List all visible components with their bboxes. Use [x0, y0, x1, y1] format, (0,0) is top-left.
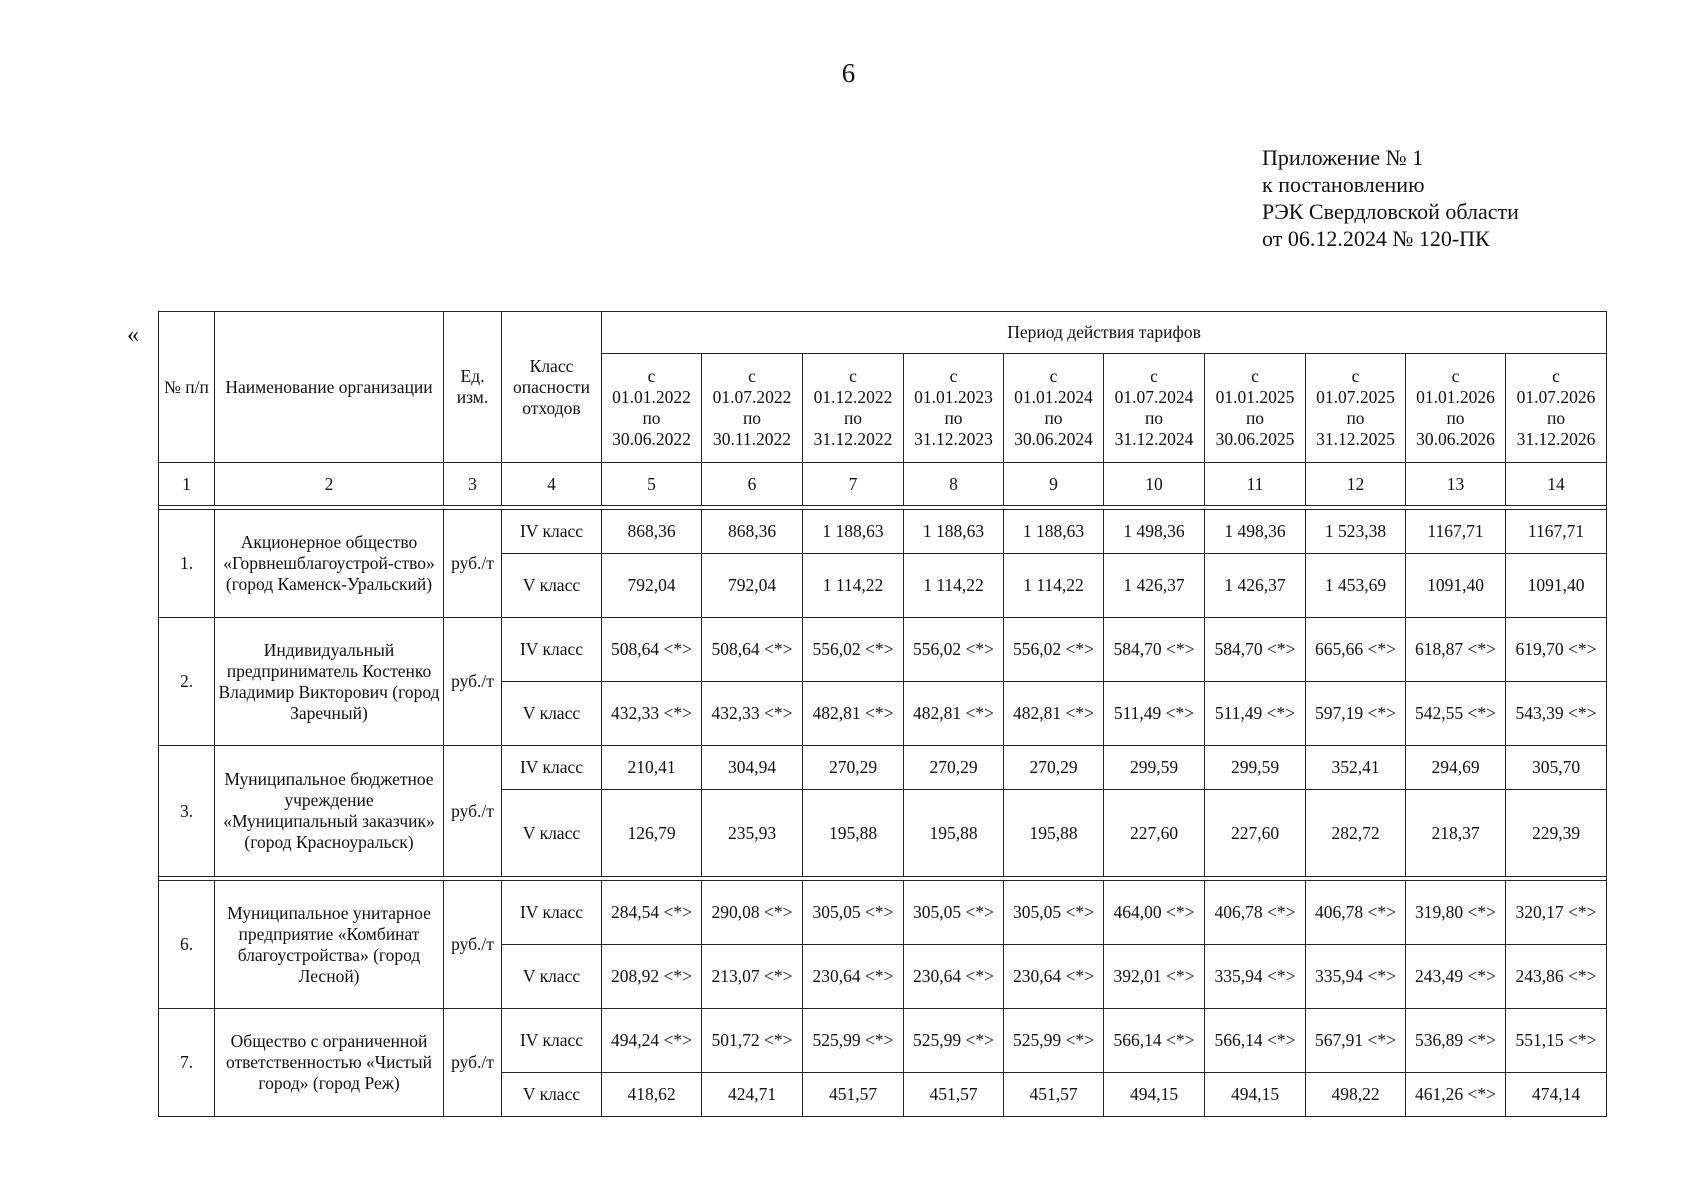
- tariff-value: 195,88: [904, 790, 1004, 877]
- tariff-value: 556,02 <*>: [803, 618, 904, 682]
- hazard-class-cell: IV класс: [502, 618, 602, 682]
- tariff-value: 1167,71: [1506, 510, 1607, 554]
- column-number: 12: [1306, 463, 1406, 506]
- period-from: с: [1451, 366, 1460, 386]
- tariff-value: 432,33 <*>: [602, 682, 702, 746]
- tariff-value: 451,57: [904, 1073, 1004, 1117]
- period-end: 31.12.2026: [1516, 429, 1596, 449]
- period-to: по: [1346, 408, 1365, 428]
- tariff-value: 284,54 <*>: [602, 881, 702, 945]
- hazard-class-cell: IV класс: [502, 881, 602, 945]
- column-number: 14: [1506, 463, 1607, 506]
- tariff-value: 461,26 <*>: [1406, 1073, 1506, 1117]
- appendix-line: РЭК Свердловской области: [1262, 199, 1519, 224]
- tariff-value: 1 188,63: [904, 510, 1004, 554]
- period-start: 01.07.2024: [1114, 387, 1194, 407]
- period-start: 01.12.2022: [813, 387, 893, 407]
- tariff-value: 418,62: [602, 1073, 702, 1117]
- tariff-value: 305,70: [1506, 746, 1607, 790]
- header-period-title: Период действия тарифов: [602, 312, 1607, 354]
- tariff-value: 432,33 <*>: [702, 682, 803, 746]
- header-period-4: [904, 354, 1004, 463]
- tariff-value: 305,05 <*>: [1004, 881, 1104, 945]
- tariff-table: [158, 311, 1607, 1117]
- hazard-class-cell: V класс: [502, 790, 602, 877]
- tariff-value: 195,88: [803, 790, 904, 877]
- tariff-value: 494,15: [1104, 1073, 1205, 1117]
- tariff-value: 1 114,22: [904, 554, 1004, 618]
- table-row: [159, 881, 1607, 945]
- column-number: 5: [602, 463, 702, 506]
- org-name: Общество с ограниченной ответственностью «Чистый город» (город Реж): [215, 1009, 444, 1117]
- column-number: 9: [1004, 463, 1104, 506]
- tariff-value: 597,19 <*>: [1306, 682, 1406, 746]
- period-from: с: [1049, 366, 1058, 386]
- period-end: 30.06.2026: [1416, 429, 1495, 449]
- header-period-9: [1406, 354, 1506, 463]
- hazard-class-cell: IV класс: [502, 510, 602, 554]
- tariff-value: 235,93: [702, 790, 803, 877]
- header-period-2: [702, 354, 803, 463]
- hazard-class-cell: IV класс: [502, 1009, 602, 1073]
- period-to: по: [742, 408, 762, 428]
- period-start: 01.07.2025: [1316, 387, 1395, 407]
- period-end: 31.12.2023: [914, 429, 993, 449]
- tariff-value: 227,60: [1205, 790, 1306, 877]
- header-org-name: Наименование организации: [215, 312, 444, 463]
- hazard-class-cell: V класс: [502, 682, 602, 746]
- tariff-value: 299,59: [1104, 746, 1205, 790]
- unit-cell: руб./т: [444, 746, 502, 877]
- appendix-line: к постановлению: [1262, 172, 1425, 197]
- tariff-value: 290,08 <*>: [702, 881, 803, 945]
- org-number: 6.: [159, 881, 215, 1009]
- tariff-value: 230,64 <*>: [803, 945, 904, 1009]
- tariff-value: 218,37: [1406, 790, 1506, 877]
- tariff-value: 868,36: [602, 510, 702, 554]
- tariff-value: 501,72 <*>: [702, 1009, 803, 1073]
- tariff-value: 1 453,69: [1306, 554, 1406, 618]
- org-name: Индивидуальный предприниматель Костенко Владимир Викторович (город Заречный): [215, 618, 444, 746]
- hazard-class-cell: V класс: [502, 554, 602, 618]
- tariff-value: 474,14: [1506, 1073, 1607, 1117]
- header-period-5: [1004, 354, 1104, 463]
- period-end: 31.12.2022: [813, 429, 893, 449]
- tariff-value: 482,81 <*>: [904, 682, 1004, 746]
- period-to: по: [1044, 408, 1063, 428]
- tariff-value: 566,14 <*>: [1205, 1009, 1306, 1073]
- tariff-value: 320,17 <*>: [1506, 881, 1607, 945]
- tariff-value: 335,94 <*>: [1306, 945, 1406, 1009]
- tariff-value: 213,07 <*>: [702, 945, 803, 1009]
- period-end: 31.12.2025: [1316, 429, 1395, 449]
- hazard-class-cell: V класс: [502, 1073, 602, 1117]
- tariff-value: 868,36: [702, 510, 803, 554]
- header-unit: Ед. изм.: [444, 312, 502, 463]
- period-from: с: [1552, 366, 1560, 386]
- unit-cell: руб./т: [444, 618, 502, 746]
- period-start: 01.01.2026: [1416, 387, 1495, 407]
- tariff-value: 525,99 <*>: [904, 1009, 1004, 1073]
- tariff-value: 305,05 <*>: [904, 881, 1004, 945]
- tariff-value: 482,81 <*>: [803, 682, 904, 746]
- header-period-3: [803, 354, 904, 463]
- tariff-value: 1 426,37: [1104, 554, 1205, 618]
- tariff-value: 1091,40: [1406, 554, 1506, 618]
- tariff-value: 542,55 <*>: [1406, 682, 1506, 746]
- period-from: с: [1150, 366, 1158, 386]
- tariff-value: 584,70 <*>: [1104, 618, 1205, 682]
- period-from: с: [748, 366, 756, 386]
- tariff-value: 270,29: [904, 746, 1004, 790]
- table-row: [159, 510, 1607, 554]
- column-number: 4: [502, 463, 602, 506]
- header-period-1: [602, 354, 702, 463]
- tariff-value: 543,39 <*>: [1506, 682, 1607, 746]
- period-from: с: [647, 366, 656, 386]
- tariff-value: 299,59: [1205, 746, 1306, 790]
- tariff-value: 1 114,22: [1004, 554, 1104, 618]
- tariff-value: 1 498,36: [1205, 510, 1306, 554]
- tariff-value: 392,01 <*>: [1104, 945, 1205, 1009]
- column-number: 6: [702, 463, 803, 506]
- appendix-line: от 06.12.2024 № 120-ПК: [1262, 226, 1490, 251]
- tariff-value: 243,49 <*>: [1406, 945, 1506, 1009]
- period-to: по: [1144, 408, 1164, 428]
- period-start: 01.07.2026: [1516, 387, 1596, 407]
- table-row: [159, 618, 1607, 682]
- tariff-value: 352,41: [1306, 746, 1406, 790]
- org-name: Акционерное общество «Горвнешблагоустрой-ство» (город Каменск-Уральский): [215, 510, 444, 618]
- tariff-value: 126,79: [602, 790, 702, 877]
- header-period-8: [1306, 354, 1406, 463]
- tariff-value: 1 498,36: [1104, 510, 1205, 554]
- org-number: 2.: [159, 618, 215, 746]
- tariff-value: 195,88: [1004, 790, 1104, 877]
- period-end: 30.06.2025: [1215, 429, 1295, 449]
- tariff-value: 210,41: [602, 746, 702, 790]
- page-number: 6: [841, 58, 856, 88]
- table-row: [159, 1009, 1607, 1073]
- hazard-class-cell: V класс: [502, 945, 602, 1009]
- tariff-value: 792,04: [602, 554, 702, 618]
- period-start: 01.01.2024: [1014, 387, 1093, 407]
- tariff-value: 335,94 <*>: [1205, 945, 1306, 1009]
- opening-quote: «: [127, 322, 139, 348]
- period-start: 01.01.2023: [914, 387, 993, 407]
- period-end: 30.11.2022: [712, 429, 792, 449]
- period-to: по: [1446, 408, 1465, 428]
- column-number: 1: [159, 463, 215, 506]
- tariff-value: 551,15 <*>: [1506, 1009, 1607, 1073]
- period-to: по: [843, 408, 863, 428]
- tariff-value: 508,64 <*>: [602, 618, 702, 682]
- period-start: 01.01.2025: [1215, 387, 1295, 407]
- tariff-value: 230,64 <*>: [1004, 945, 1104, 1009]
- period-from: с: [849, 366, 857, 386]
- tariff-value: 230,64 <*>: [904, 945, 1004, 1009]
- period-end: 30.06.2024: [1014, 429, 1093, 449]
- tariff-value: 1 188,63: [803, 510, 904, 554]
- tariff-value: 227,60: [1104, 790, 1205, 877]
- column-number: 11: [1205, 463, 1306, 506]
- period-start: 01.01.2022: [612, 387, 691, 407]
- tariff-value: 511,49 <*>: [1205, 682, 1306, 746]
- tariff-value: 619,70 <*>: [1506, 618, 1607, 682]
- tariff-value: 1 188,63: [1004, 510, 1104, 554]
- tariff-value: 584,70 <*>: [1205, 618, 1306, 682]
- table-row: [159, 746, 1607, 790]
- period-to: по: [1245, 408, 1265, 428]
- org-name: Муниципальное унитарное предприятие «Комбинат благоустройства» (город Лесной): [215, 881, 444, 1009]
- header-period-6: [1104, 354, 1205, 463]
- tariff-value: 494,24 <*>: [602, 1009, 702, 1073]
- tariff-value: 294,69: [1406, 746, 1506, 790]
- tariff-value: 508,64 <*>: [702, 618, 803, 682]
- tariff-value: 270,29: [803, 746, 904, 790]
- period-from: с: [949, 366, 958, 386]
- period-end: 31.12.2024: [1114, 429, 1194, 449]
- tariff-value: 1091,40: [1506, 554, 1607, 618]
- unit-cell: руб./т: [444, 881, 502, 1009]
- tariff-value: 451,57: [1004, 1073, 1104, 1117]
- hazard-class-cell: IV класс: [502, 746, 602, 790]
- tariff-value: 556,02 <*>: [1004, 618, 1104, 682]
- period-from: с: [1251, 366, 1259, 386]
- header-period-7: [1205, 354, 1306, 463]
- column-number: 13: [1406, 463, 1506, 506]
- org-number: 3.: [159, 746, 215, 877]
- tariff-value: 525,99 <*>: [1004, 1009, 1104, 1073]
- period-start: 01.07.2022: [712, 387, 792, 407]
- org-number: 7.: [159, 1009, 215, 1117]
- period-to: по: [642, 408, 661, 428]
- tariff-value: 243,86 <*>: [1506, 945, 1607, 1009]
- column-number: 7: [803, 463, 904, 506]
- period-from: с: [1351, 366, 1360, 386]
- tariff-value: 525,99 <*>: [803, 1009, 904, 1073]
- header-num: № п/п: [159, 312, 215, 463]
- tariff-value: 567,91 <*>: [1306, 1009, 1406, 1073]
- tariff-value: 229,39: [1506, 790, 1607, 877]
- tariff-value: 498,22: [1306, 1073, 1406, 1117]
- tariff-value: 665,66 <*>: [1306, 618, 1406, 682]
- column-number: 8: [904, 463, 1004, 506]
- tariff-value: 319,80 <*>: [1406, 881, 1506, 945]
- unit-cell: руб./т: [444, 1009, 502, 1117]
- period-to: по: [1546, 408, 1566, 428]
- tariff-value: 424,71: [702, 1073, 803, 1117]
- tariff-value: 1 426,37: [1205, 554, 1306, 618]
- header-hazard-class: Класс опасности отходов: [502, 312, 602, 463]
- tariff-value: 406,78 <*>: [1205, 881, 1306, 945]
- appendix-block: [1262, 144, 1519, 252]
- tariff-value: 1 114,22: [803, 554, 904, 618]
- header-period-10: [1506, 354, 1607, 463]
- tariff-value: 406,78 <*>: [1306, 881, 1406, 945]
- column-number: 2: [215, 463, 444, 506]
- appendix-line: Приложение № 1: [1262, 145, 1424, 170]
- tariff-value: 208,92 <*>: [602, 945, 702, 1009]
- tariff-value: 536,89 <*>: [1406, 1009, 1506, 1073]
- unit-cell: руб./т: [444, 510, 502, 618]
- tariff-value: 566,14 <*>: [1104, 1009, 1205, 1073]
- tariff-value: 464,00 <*>: [1104, 881, 1205, 945]
- tariff-value: 451,57: [803, 1073, 904, 1117]
- period-end: 30.06.2022: [612, 429, 691, 449]
- column-number: 3: [444, 463, 502, 506]
- tariff-value: 305,05 <*>: [803, 881, 904, 945]
- column-number: 10: [1104, 463, 1205, 506]
- org-name: Муниципальное бюджетное учреждение «Муниципальный заказчик» (город Красноуральск): [215, 746, 444, 877]
- tariff-value: 304,94: [702, 746, 803, 790]
- tariff-value: 618,87 <*>: [1406, 618, 1506, 682]
- tariff-value: 282,72: [1306, 790, 1406, 877]
- tariff-value: 494,15: [1205, 1073, 1306, 1117]
- tariff-value: 270,29: [1004, 746, 1104, 790]
- tariff-value: 511,49 <*>: [1104, 682, 1205, 746]
- tariff-value: 792,04: [702, 554, 803, 618]
- tariff-value: 556,02 <*>: [904, 618, 1004, 682]
- org-number: 1.: [159, 510, 215, 618]
- tariff-value: 1167,71: [1406, 510, 1506, 554]
- tariff-value: 482,81 <*>: [1004, 682, 1104, 746]
- period-to: по: [944, 408, 963, 428]
- tariff-value: 1 523,38: [1306, 510, 1406, 554]
